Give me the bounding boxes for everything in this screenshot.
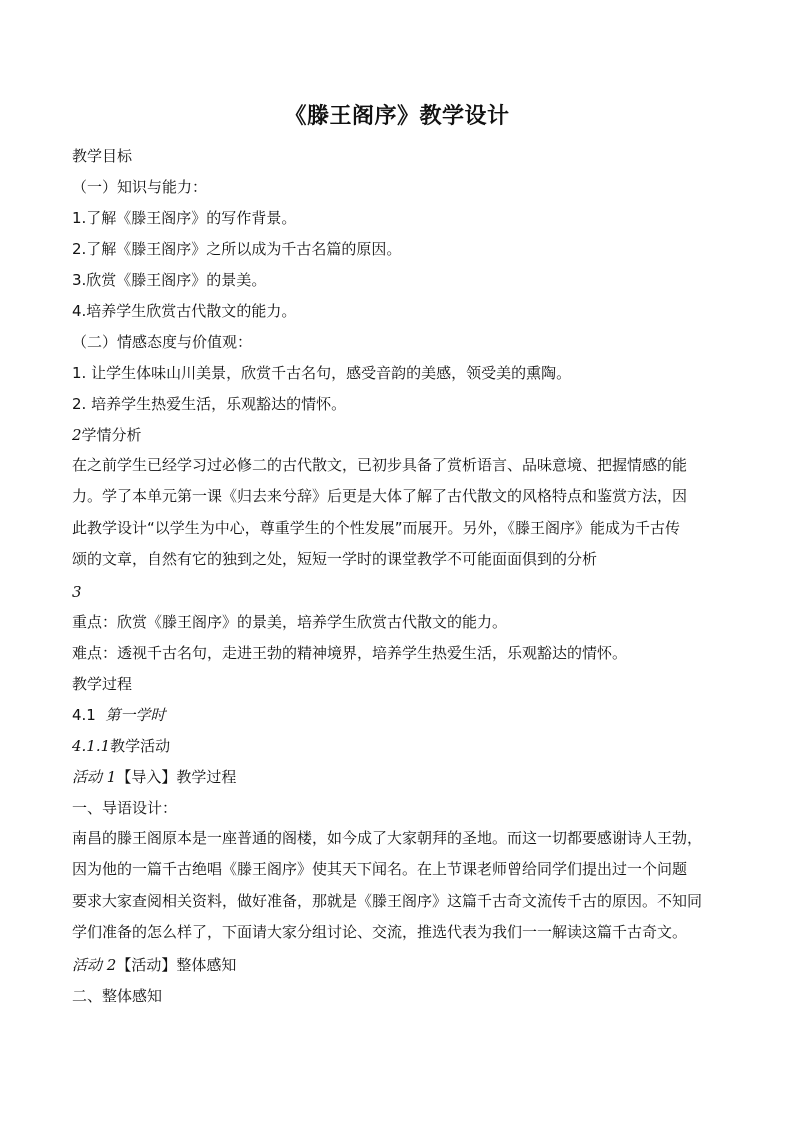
- activity-heading-text: 教学活动: [110, 737, 171, 755]
- overall-heading: 二、整体感知: [72, 987, 163, 1005]
- intro-paragraph: [72, 823, 722, 948]
- analysis-heading: [72, 425, 142, 445]
- activity-heading: [72, 736, 170, 756]
- lesson-title: 第一学时: [105, 706, 166, 724]
- intro-heading: 一、导语设计：: [72, 799, 178, 817]
- key-point: 重点：欣赏《滕王阁序》的景美，培养学生欣赏古代散文的能力。: [72, 613, 508, 631]
- lesson-heading: [72, 705, 165, 725]
- difficult-point: 难点：透视千古名句，走进王勃的精神境界，培养学生热爱生活，乐观豁达的情怀。: [72, 644, 628, 662]
- activity-2-label: 【活动】整体感知: [116, 956, 237, 974]
- intro-line: 南昌的滕王阁原本是一座普通的阁楼，如今成了大家朝拜的圣地。而这一切都要感谢诗人王勃，: [72, 829, 703, 847]
- intro-line: 学们准备的怎么样了，下面请大家分组讨论、交流，推选代表为我们一一解读这篇千古奇文。: [72, 922, 688, 941]
- activity-1-label: 【导入】教学过程: [116, 768, 237, 786]
- lesson-number: 4.1: [72, 706, 96, 724]
- attitude-heading: （二）情感态度与价值观：: [72, 333, 253, 351]
- knowledge-item-3: 3.欣赏《滕王阁序》的景美。: [72, 271, 267, 289]
- objectives-heading: 教学目标: [72, 147, 133, 165]
- analysis-line: 力。学了本单元第一课《归去来兮辞》后更是大体了解了古代散文的风格特点和鉴赏方法，因: [72, 487, 688, 506]
- intro-line: 因为他的一篇千古绝唱《滕王阁序》使其天下闻名。在上节课老师曾给同学们提出过一个问题: [72, 860, 688, 879]
- intro-line: 要求大家查阅相关资料，做好准备，那就是《滕王阁序》这篇千古奇文流传千古的原因。不知同: [72, 891, 703, 910]
- activity-2-heading: [72, 955, 236, 975]
- activity-number: 4.1.1: [72, 737, 111, 755]
- analysis-heading-text: 学情分析: [81, 426, 142, 444]
- knowledge-heading: （一）知识与能力：: [72, 178, 208, 196]
- knowledge-item-2: 2.了解《滕王阁序》之所以成为千古名篇的原因。: [72, 240, 402, 258]
- attitude-item-1: 1. 让学生体味山川美景，欣赏千古名句，感受音韵的美感，领受美的熏陶。: [72, 364, 572, 382]
- process-heading: 教学过程: [72, 675, 133, 693]
- attitude-item-2: 2. 培养学生热爱生活，乐观豁达的情怀。: [72, 395, 347, 413]
- section3-number: 3: [72, 583, 82, 601]
- analysis-number: 2: [72, 426, 82, 444]
- activity-1-heading: [72, 767, 236, 787]
- analysis-line: 此教学设计“以学生为中心，尊重学生的个性发展”而展开。另外，《滕王阁序》能成为千古传: [72, 518, 681, 537]
- knowledge-item-4: 4.培养学生欣赏古代散文的能力。: [72, 302, 297, 320]
- activity-1-prefix: 活动 1: [72, 768, 117, 786]
- analysis-paragraph: [72, 450, 722, 575]
- knowledge-item-1: 1.了解《滕王阁序》的写作背景。: [72, 209, 297, 227]
- document-title: 《滕王阁序》教学设计: [284, 104, 510, 129]
- analysis-line: 颂的文章，自然有它的独到之处，短短一学时的课堂教学不可能面面俱到的分析: [72, 549, 598, 568]
- analysis-line: 在之前学生已经学习过必修二的古代散文，已初步具备了赏析语言、品味意境、把握情感的能: [72, 456, 688, 474]
- activity-2-prefix: 活动 2: [72, 956, 117, 974]
